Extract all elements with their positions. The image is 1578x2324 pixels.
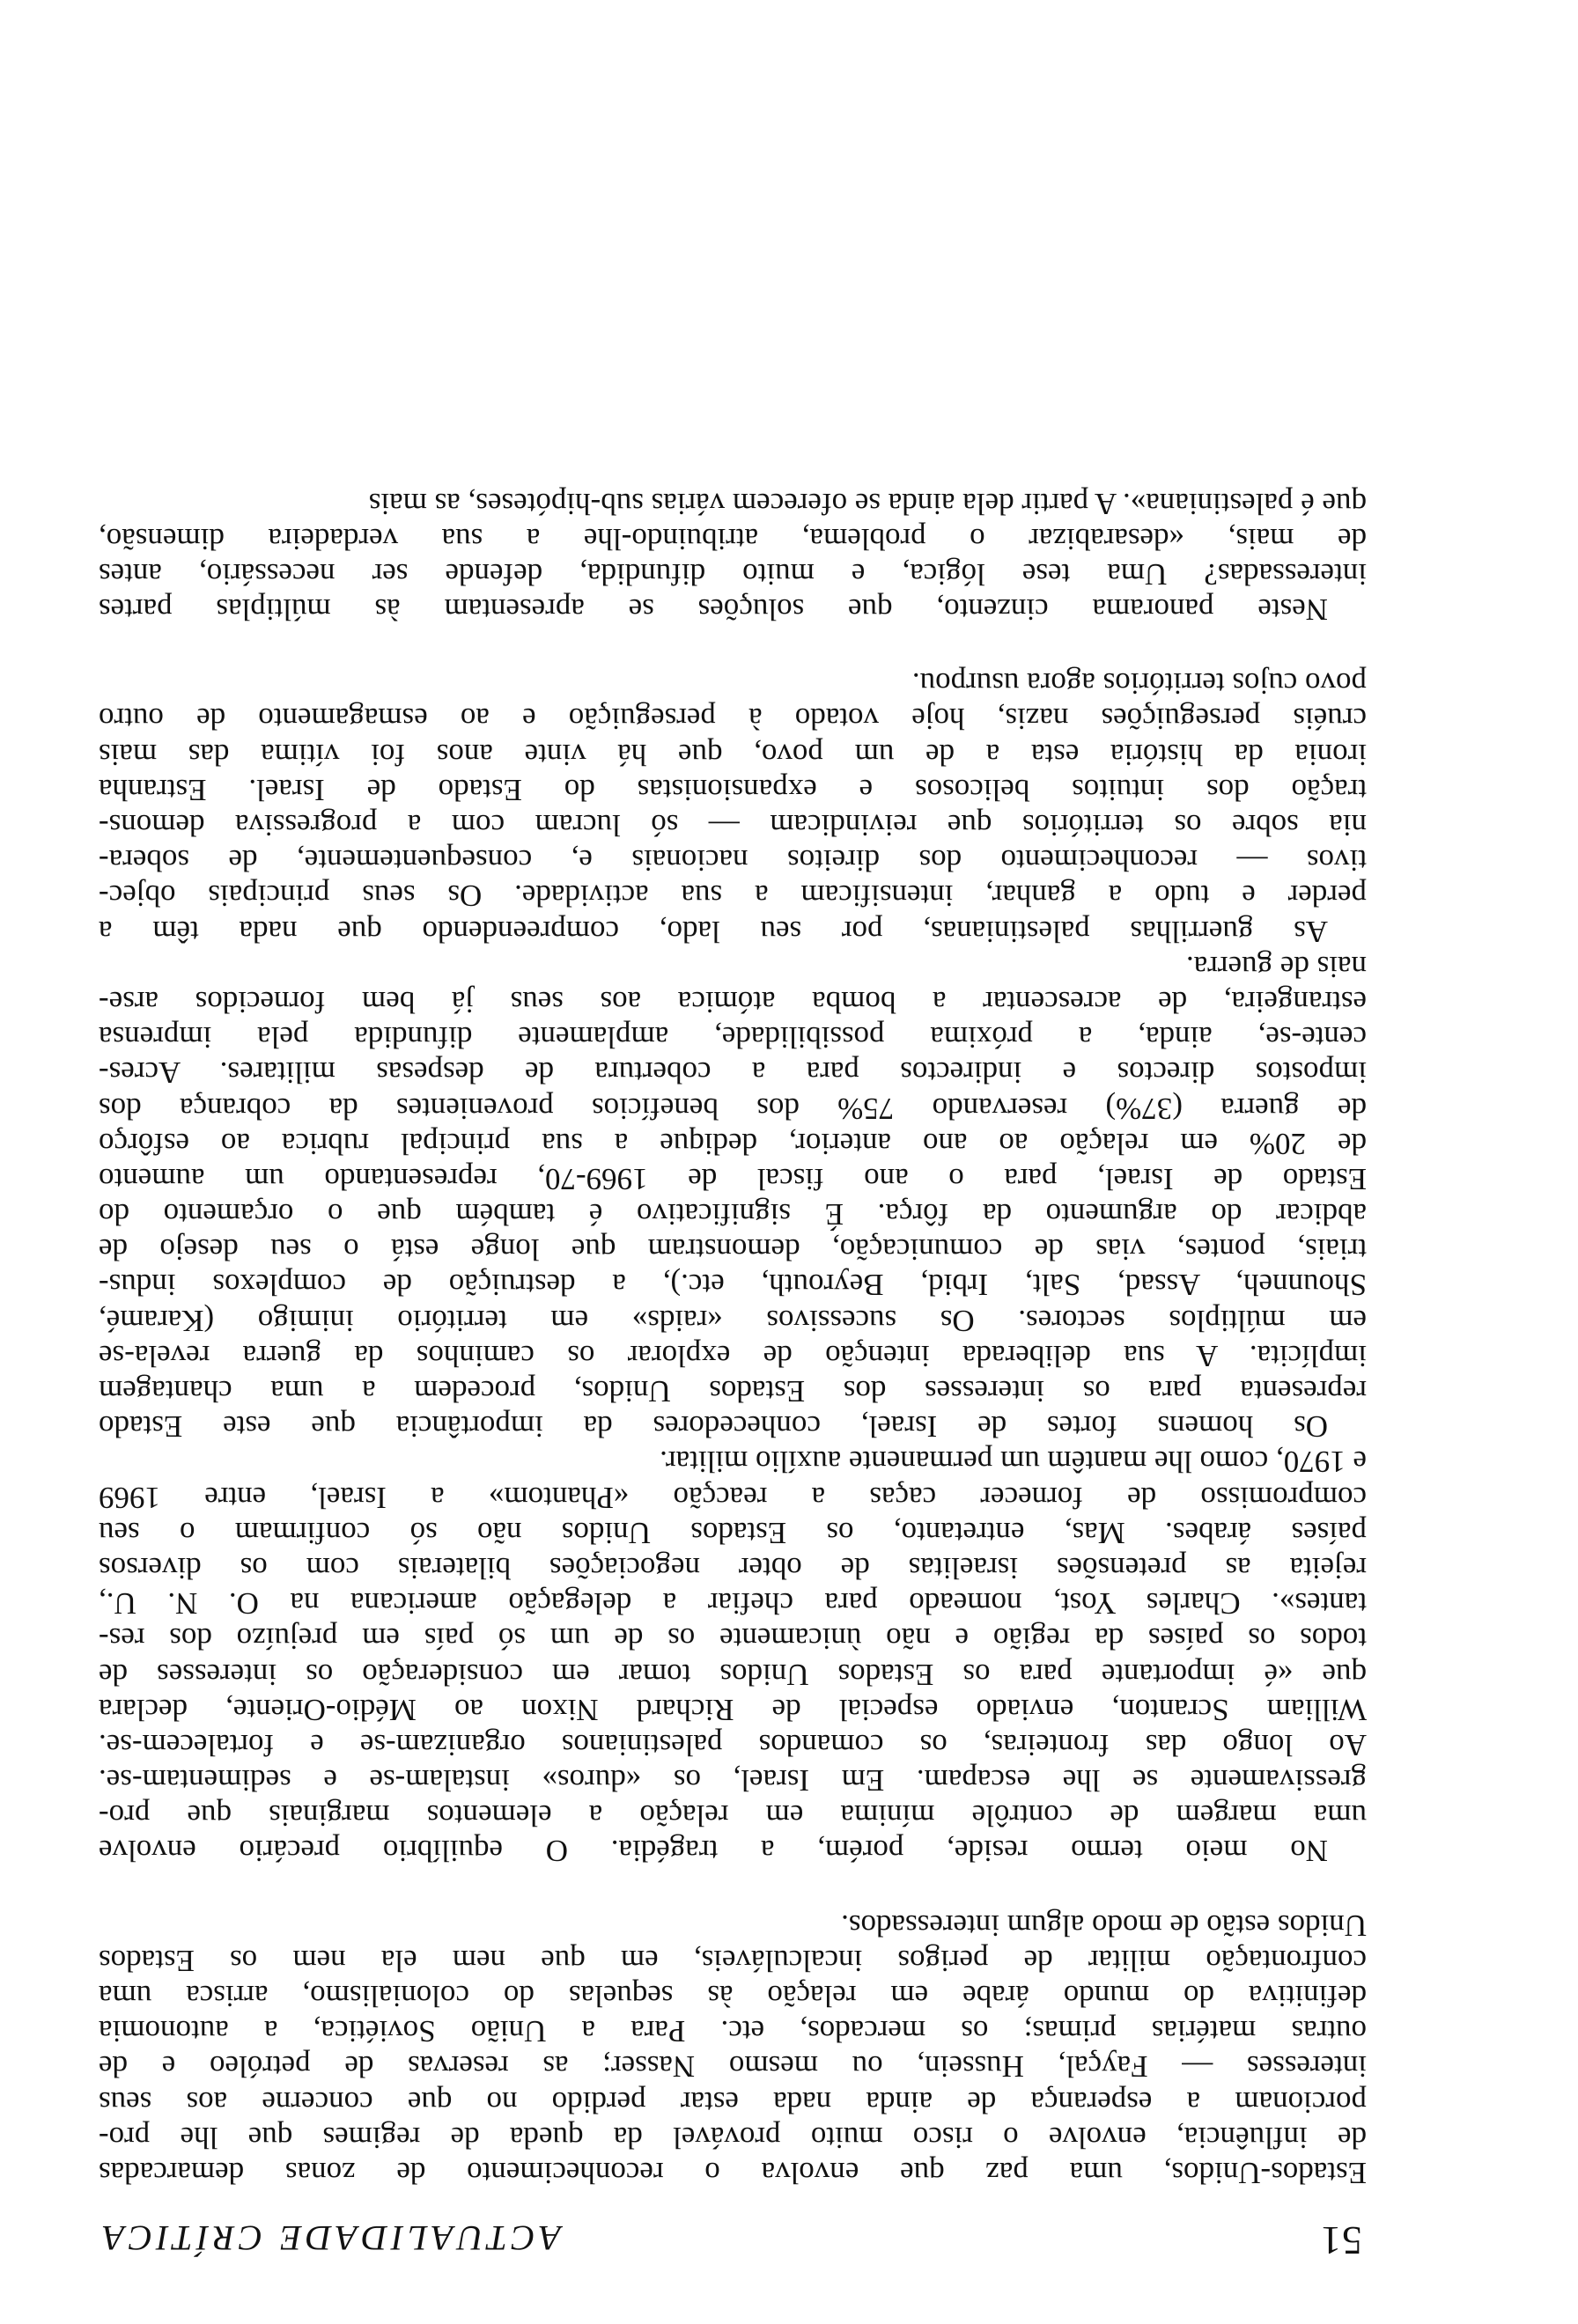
text-line: tivos — reconhecimento dos direitos nacionais e, consequentemente, de sobera-: [99, 843, 1367, 879]
text-line: nia sobre os territórios que reivindicam — só lucram com a progressiva demons-: [99, 808, 1367, 843]
page-number: 51: [1320, 2218, 1362, 2263]
text-line: impostos directos e indirectos para a cobertura de despesas militares. Acres-: [99, 1055, 1367, 1091]
paragraph: [99, 949, 1367, 1445]
paragraph: [99, 485, 1367, 627]
text-line: rejeita as pretensões israelitas de obter negociações bilaterais com os diversos: [99, 1551, 1367, 1585]
text-line: de influência, envolve o risco muito provável da queda de regimes que lhe pro-: [99, 2120, 1367, 2155]
text-line: e 1970, como lhe mantêm um permanente auxílio militar.: [660, 1445, 1367, 1480]
paragraph-gap: [99, 1869, 1367, 1908]
text-line: estrangeira, de acrescentar a bomba atómica aos seus já bem fornecidos arse-: [99, 985, 1367, 1019]
text-line: interesses — Fayçal, Hussein, ou mesmo Nasser; as reservas de petróleo e de: [99, 2049, 1367, 2085]
text-line: definitiva do mundo árabe em relação às sequelas do colonialismo, arrisca uma: [99, 1979, 1367, 2014]
text-line: Ao longo das fronteiras, os comandos palestinianos organizam-se e fortalecem-se.: [99, 1727, 1367, 1762]
text-line: Estados-Unidos, uma paz que envolva o reconhecimento de zonas demarcadas: [99, 2156, 1367, 2190]
text-line: nais de guerra.: [1185, 949, 1367, 984]
journal-title: ACTUALIDADE CRÍTICA: [99, 2218, 561, 2258]
text-line: ironia da história esta a de um povo, que há vinte anos foi vítima das mais: [99, 737, 1367, 772]
text-line: No meio termo reside, porém, a tragédia. O equilíbrio precário envolve: [99, 1834, 1328, 1869]
text-line: perder e tudo a ganhar, intensificam a sua actividade. Os seus principais objec-: [99, 879, 1367, 914]
text-line: tração dos intuitos belicosos e expansionistas do Estado de Israel. Estranha: [99, 772, 1367, 807]
paragraph: [99, 666, 1367, 949]
paragraph-gap: [99, 627, 1367, 666]
text-line: de guerra (37%) reservando 75% dos benefícios provenientes da cobrança dos: [99, 1091, 1367, 1126]
text-line: tantes». Charles Yost, nomeado para chefiar a delegação americana na O. N. U.,: [99, 1586, 1367, 1622]
paragraph: [99, 1908, 1367, 2191]
paragraph: [99, 1444, 1367, 1868]
text-line: que é palestiniana». A partir dela ainda se oferecem várias sub-hipóteses, as mais: [368, 486, 1367, 521]
text-line: representa para os interesses dos Estados Unidos, procedem a uma chantagem: [99, 1374, 1367, 1409]
text-line: povo cujos territórios agora usurpou.: [911, 666, 1367, 702]
text-line: William Scranton, enviado especial de Richard Nixon ao Médio-Oriente, declara: [99, 1692, 1367, 1727]
text-line: Neste panorama cinzento, que soluções se apresentam às múltiplas partes: [99, 592, 1328, 628]
running-head: [99, 2203, 1362, 2264]
text-line: confrontação militar de perigos incalculáveis, em que nem ela nem os Estados: [99, 1943, 1367, 1978]
text-line: uma margem de contrôle mínima em relação a elementos marginais que pro-: [99, 1798, 1367, 1834]
text-line: compromisso de fornecer caças a reacção «Phantom» a Israel, entre 1969: [99, 1480, 1367, 1515]
text-line: cruéis perseguições nazis, hoje votado à perseguição e ao esmagamento de outro: [99, 702, 1367, 737]
text-line: de 20% em relação ao ano anterior, dedique a sua principal rubrica ao esfôrço: [99, 1126, 1367, 1161]
text-line: que «é importante para os Estados Unidos tomar em consideração os interesses de: [99, 1657, 1367, 1692]
text-line: em múltiplos sectores. Os sucessivos «raids» em território inimigo (Karamé,: [99, 1303, 1367, 1338]
text-line: As guerrilhas palestinianas, por seu lado, compreendendo que nada têm a: [99, 914, 1328, 949]
article-body: [99, 485, 1367, 2190]
text-line: todos os países da região e não ùnicamente os de um só país em prejuízo dos res-: [99, 1622, 1367, 1657]
text-line: Shounneh, Assad, Salt, Irbid, Beyrouth, etc.), a destruição de complexos indus-: [99, 1268, 1367, 1303]
text-line: triais, pontes, vias de comunicação, demonstram que longe está o seu desejo de: [99, 1232, 1367, 1268]
text-line: implícita. A sua deliberada intenção de explorar os caminhos da guerra revela-se: [99, 1338, 1367, 1373]
text-line: abdicar do argumento da fôrça. É significativo é também que o orçamento do: [99, 1197, 1367, 1232]
text-line: Os homens fortes de Israel, conhecedores da importância que este Estado: [99, 1409, 1328, 1445]
text-line: outras matérias primas; os mercados, etc. Para a União Soviética, a autonomia: [99, 2014, 1367, 2049]
text-line: Unidos estão de modo algum interessados.: [841, 1908, 1367, 1943]
text-line: de mais, «desarabizar o problema, atribuindo-lhe a sua verdadeira dimensão,: [99, 521, 1367, 556]
text-line: países árabes. Mas, entretanto, os Estados Unidos não só confirmam o seu: [99, 1515, 1367, 1550]
text-line: cente-se, ainda, a próxima possibilidade, amplamente difundida pela imprensa: [99, 1020, 1367, 1055]
text-line: porcionam a esperança de ainda nada estar perdido no que concerne aos seus: [99, 2085, 1367, 2120]
text-line: Estado de Israel, para o ano fiscal de 1969-70, representando um aumento: [99, 1161, 1367, 1196]
text-line: interessadas? Uma tese lógica, e muito difundida, defende ser necessário, antes: [99, 556, 1367, 592]
text-line: gressivamente se lhe escapam. Em Israel, os «duros» instalam-se e sedimentam-se.: [99, 1763, 1367, 1798]
